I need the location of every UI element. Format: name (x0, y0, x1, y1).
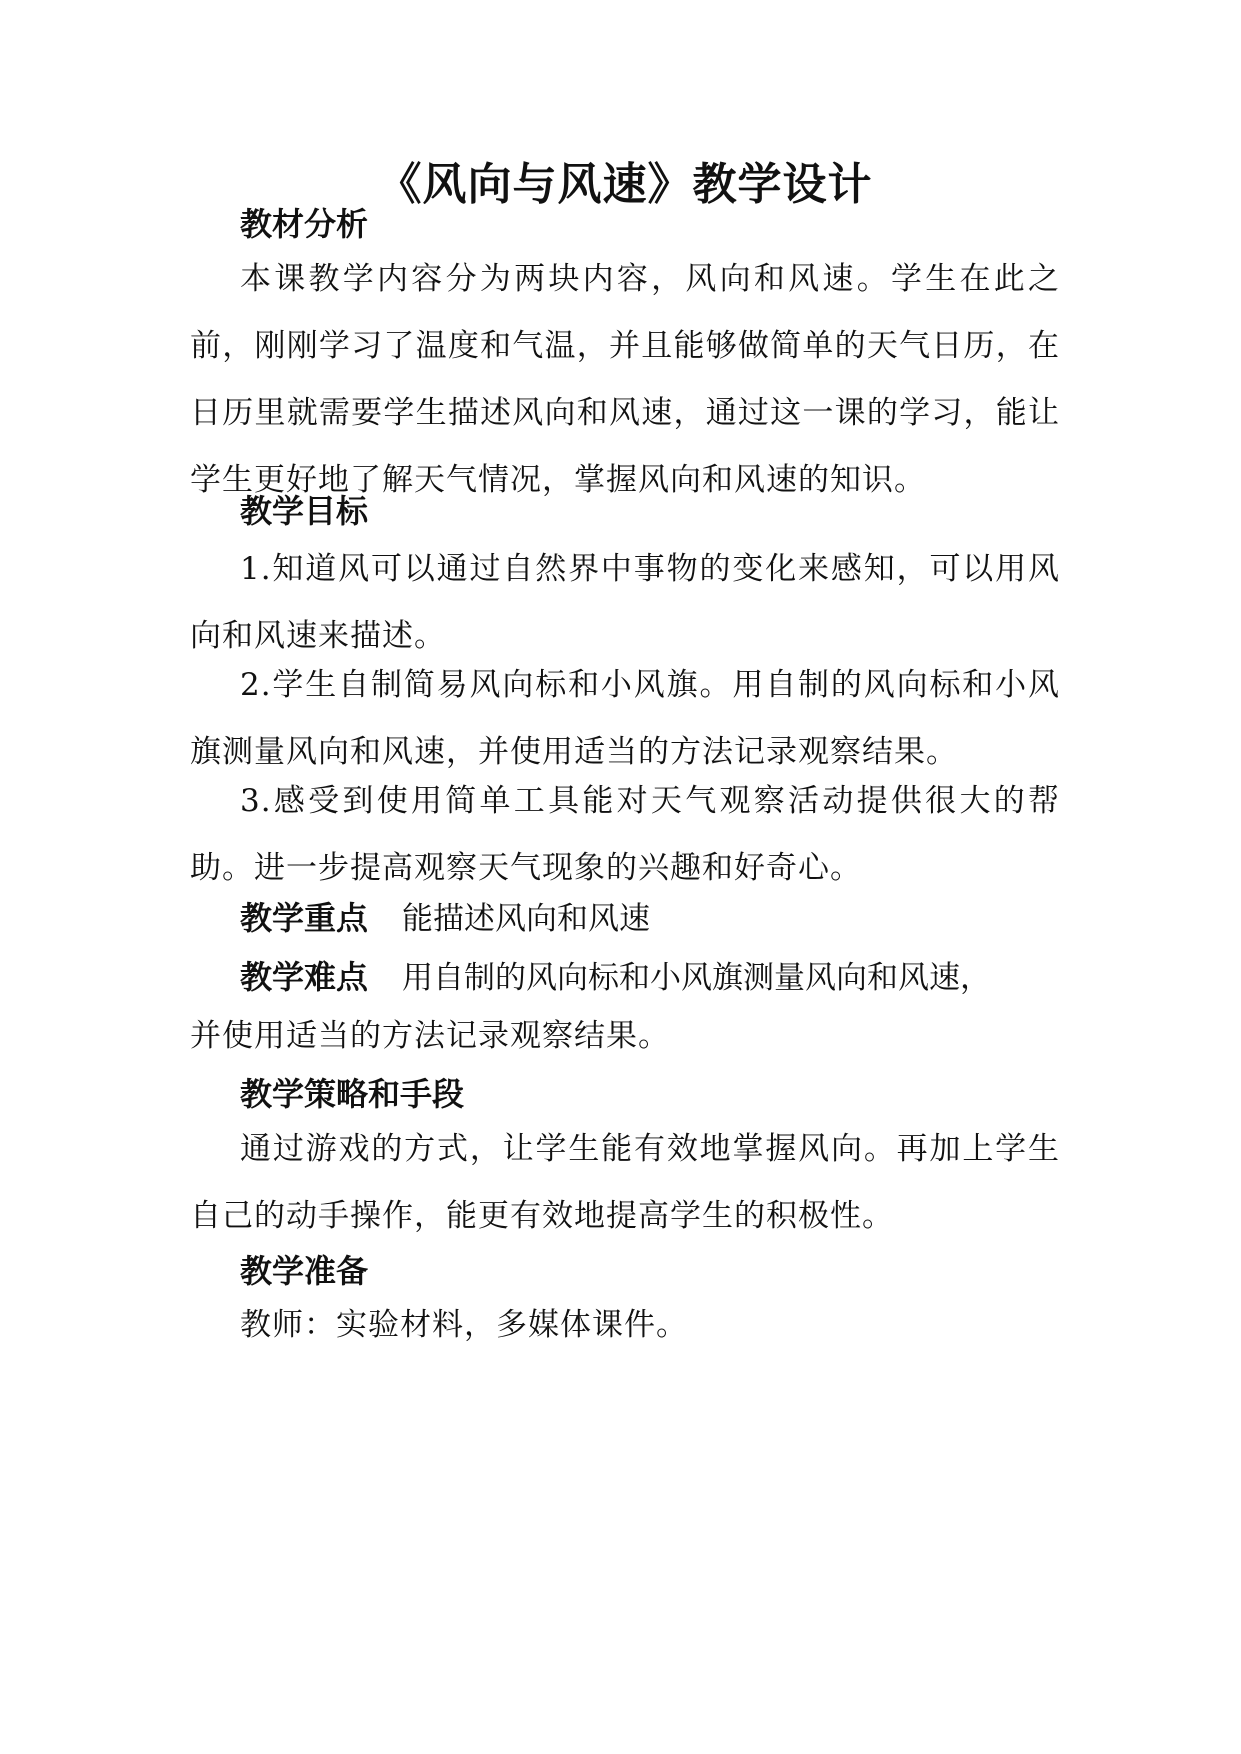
goal-item-2: 2.学生自制简易风向标和小风旗。用自制的风向标和小风旗测量风向和风速，并使用适当的方法记录观察结果。 (190, 667, 1060, 770)
difficulty-continuation: 并使用适当的方法记录观察结果。 (190, 1018, 670, 1054)
key-point-row (240, 896, 650, 941)
heading-strategy: 教学策略和手段 (240, 1075, 465, 1113)
paragraph-strategy: 通过游戏的方式，让学生能有效地掌握风向。再加上学生自己的动手操作，能更有效地提高学生的积极性。 (190, 1131, 1060, 1234)
key-point-text: 能描述风向和风速 (402, 901, 651, 937)
difficulty-text: 用自制的风向标和小风旗测量风向和风速， (402, 960, 992, 996)
difficulty-label: 教学难点 (240, 958, 369, 996)
goal-item-3: 3.感受到使用简单工具能对天气观察活动提供很大的帮助。进一步提高观察天气现象的兴趣和好奇心。 (190, 783, 1060, 886)
heading-analysis: 教材分析 (240, 205, 369, 243)
difficulty-row (240, 955, 991, 1000)
key-point-label: 教学重点 (240, 899, 369, 937)
document-title: 《风向与风速》教学设计 (377, 159, 873, 210)
paragraph-preparation: 教师：实验材料，多媒体课件。 (240, 1307, 688, 1343)
heading-preparation: 教学准备 (240, 1252, 369, 1290)
goal-item-1: 1.知道风可以通过自然界中事物的变化来感知，可以用风向和风速来描述。 (190, 551, 1060, 654)
heading-goals: 教学目标 (240, 492, 369, 530)
paragraph-analysis: 本课教学内容分为两块内容，风向和风速。学生在此之前，刚刚学习了温度和气温，并且能够做简单的天气日历，在日历里就需要学生描述风向和风速，通过这一课的学习，能让学生更好地了解天气情况，掌握风向和风速的知识。 (190, 261, 1060, 498)
